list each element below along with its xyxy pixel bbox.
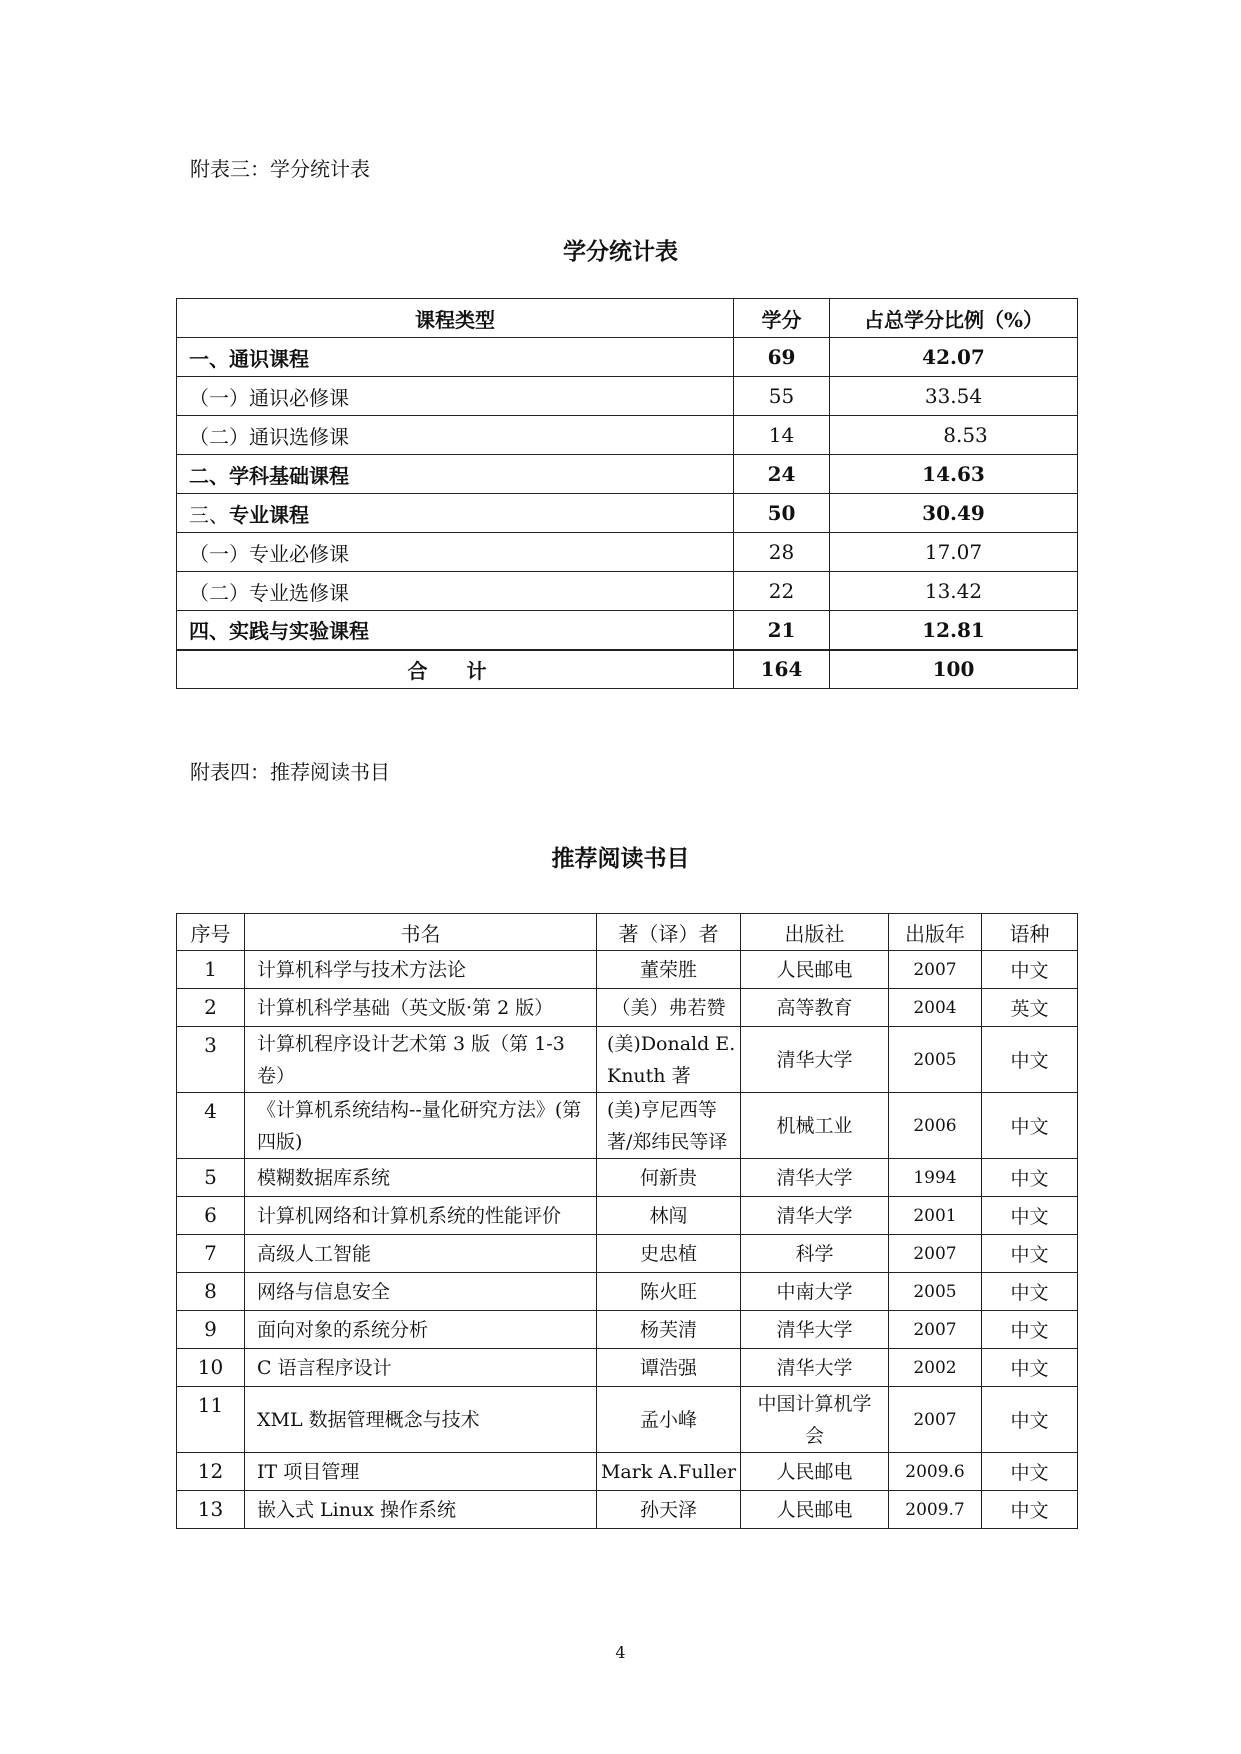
- credits: 50: [734, 494, 830, 533]
- book-year: 2002: [889, 1349, 982, 1387]
- book-no: 8: [177, 1273, 245, 1311]
- header-year: 出版年: [889, 914, 982, 951]
- book-publisher: 人民邮电: [741, 1491, 889, 1529]
- course-type: （二）专业选修课: [177, 572, 734, 611]
- table-header-row: [177, 914, 1078, 951]
- book-year: 2009.7: [889, 1491, 982, 1529]
- course-type: 四、实践与实验课程: [177, 611, 734, 650]
- book-language: 中文: [982, 1235, 1078, 1273]
- credits: 21: [734, 611, 830, 650]
- book-title: 模糊数据库系统: [245, 1159, 597, 1197]
- appendix-4-caption: 附表四：推荐阅读书目: [190, 760, 390, 784]
- header-ratio: 占总学分比例（%）: [830, 299, 1078, 338]
- book-author: 董荣胜: [597, 951, 741, 989]
- table-row: [177, 1093, 1078, 1159]
- book-language: 中文: [982, 1093, 1078, 1159]
- page-number: 4: [615, 1643, 626, 1662]
- book-title: 高级人工智能: [245, 1235, 597, 1273]
- book-no: 6: [177, 1197, 245, 1235]
- book-year: 1994: [889, 1159, 982, 1197]
- book-publisher: 人民邮电: [741, 1453, 889, 1491]
- table-row: [177, 377, 1078, 416]
- table-row: [177, 572, 1078, 611]
- book-author: 孙天泽: [597, 1491, 741, 1529]
- credits: 55: [734, 377, 830, 416]
- book-title: 计算机科学基础（英文版·第 2 版）: [245, 989, 597, 1027]
- book-publisher: 中南大学: [741, 1273, 889, 1311]
- total-label: 合 计: [177, 650, 734, 689]
- book-author: （美）弗若赞: [597, 989, 741, 1027]
- book-author: 林闯: [597, 1197, 741, 1235]
- book-title: [245, 1093, 597, 1159]
- book-no: 10: [177, 1349, 245, 1387]
- table-row: [177, 1453, 1078, 1491]
- course-type: （一）专业必修课: [177, 533, 734, 572]
- table-row: [177, 533, 1078, 572]
- book-no: 11: [177, 1387, 245, 1453]
- book-language: 中文: [982, 1197, 1078, 1235]
- table-row: [177, 338, 1078, 377]
- total-credits: 164: [734, 650, 830, 689]
- book-language: 英文: [982, 989, 1078, 1027]
- book-year: 2007: [889, 1311, 982, 1349]
- book-no: 3: [177, 1027, 245, 1093]
- ratio: 42.07: [830, 338, 1078, 377]
- table-row: [177, 1349, 1078, 1387]
- course-type-main: 专业课程: [229, 502, 309, 527]
- book-year: 2005: [889, 1027, 982, 1093]
- table-row: [177, 1159, 1078, 1197]
- book-no: 1: [177, 951, 245, 989]
- ratio: 14.63: [830, 455, 1078, 494]
- course-type: （二）通识选修课: [177, 416, 734, 455]
- book-language: 中文: [982, 951, 1078, 989]
- table-row: [177, 989, 1078, 1027]
- book-author: 陈火旺: [597, 1273, 741, 1311]
- book-author: [597, 1093, 741, 1159]
- credits: 69: [734, 338, 830, 377]
- table-row: [177, 951, 1078, 989]
- author-line: Knuth 著: [607, 1064, 691, 1087]
- book-year: 2005: [889, 1273, 982, 1311]
- book-author: [597, 1027, 741, 1093]
- book-language: 中文: [982, 1027, 1078, 1093]
- table-row: [177, 1197, 1078, 1235]
- ratio: 8.53: [830, 416, 1078, 455]
- book-author: 谭浩强: [597, 1349, 741, 1387]
- book-no: 2: [177, 989, 245, 1027]
- header-course-type: 课程类型: [177, 299, 734, 338]
- ratio: 13.42: [830, 572, 1078, 611]
- table-row: [177, 1235, 1078, 1273]
- book-publisher: 人民邮电: [741, 951, 889, 989]
- book-publisher: 科学: [741, 1235, 889, 1273]
- book-no: 7: [177, 1235, 245, 1273]
- book-title: 网络与信息安全: [245, 1273, 597, 1311]
- book-publisher: 清华大学: [741, 1349, 889, 1387]
- book-publisher: 清华大学: [741, 1311, 889, 1349]
- table-row: [177, 1027, 1078, 1093]
- table-row: [177, 1387, 1078, 1453]
- course-type: 二、学科基础课程: [177, 455, 734, 494]
- book-no: 4: [177, 1093, 245, 1159]
- ratio: 12.81: [830, 611, 1078, 650]
- book-author: 孟小峰: [597, 1387, 741, 1453]
- table-row: [177, 611, 1078, 650]
- book-publisher: 清华大学: [741, 1027, 889, 1093]
- book-title: 计算机科学与技术方法论: [245, 951, 597, 989]
- appendix-3-caption: 附表三：学分统计表: [190, 157, 370, 181]
- book-author: 杨芙清: [597, 1311, 741, 1349]
- header-publisher: 出版社: [741, 914, 889, 951]
- recommended-books-table: [176, 913, 1078, 1529]
- table-row: [177, 1273, 1078, 1311]
- book-year: 2001: [889, 1197, 982, 1235]
- book-title: 嵌入式 Linux 操作系统: [245, 1491, 597, 1529]
- table-header-row: [177, 299, 1078, 338]
- book-author: 史忠植: [597, 1235, 741, 1273]
- book-language: 中文: [982, 1159, 1078, 1197]
- header-author: 著（译）者: [597, 914, 741, 951]
- book-publisher: [741, 1387, 889, 1453]
- credits: 28: [734, 533, 830, 572]
- header-no: 序号: [177, 914, 245, 951]
- book-year: 2006: [889, 1093, 982, 1159]
- table-row: [177, 494, 1078, 533]
- book-publisher: 清华大学: [741, 1197, 889, 1235]
- title-line: 四版): [257, 1130, 303, 1153]
- header-title: 书名: [245, 914, 597, 951]
- ratio: 33.54: [830, 377, 1078, 416]
- book-year: 2009.6: [889, 1453, 982, 1491]
- author-line: 著/郑纬民等译: [607, 1130, 728, 1153]
- credits: 22: [734, 572, 830, 611]
- course-type-prefix: 三、: [189, 502, 229, 527]
- book-language: 中文: [982, 1349, 1078, 1387]
- book-title: IT 项目管理: [245, 1453, 597, 1491]
- book-title: XML 数据管理概念与技术: [245, 1387, 597, 1453]
- book-language: 中文: [982, 1387, 1078, 1453]
- total-ratio: 100: [830, 650, 1078, 689]
- book-publisher: 清华大学: [741, 1159, 889, 1197]
- book-publisher: 高等教育: [741, 989, 889, 1027]
- book-year: 2007: [889, 1235, 982, 1273]
- table-row: [177, 416, 1078, 455]
- book-year: 2004: [889, 989, 982, 1027]
- total-row: [177, 650, 1078, 689]
- books-table-title: 推荐阅读书目: [551, 845, 690, 872]
- book-publisher: 机械工业: [741, 1093, 889, 1159]
- credits: 14: [734, 416, 830, 455]
- course-type: [177, 494, 734, 533]
- ratio: 30.49: [830, 494, 1078, 533]
- credit-statistics-table: [176, 298, 1078, 689]
- book-no: 9: [177, 1311, 245, 1349]
- header-credits: 学分: [734, 299, 830, 338]
- table-row: [177, 455, 1078, 494]
- book-title: C 语言程序设计: [245, 1349, 597, 1387]
- book-no: 5: [177, 1159, 245, 1197]
- credits: 24: [734, 455, 830, 494]
- book-language: 中文: [982, 1311, 1078, 1349]
- book-title: 面向对象的系统分析: [245, 1311, 597, 1349]
- book-language: 中文: [982, 1273, 1078, 1311]
- course-type: （一）通识必修课: [177, 377, 734, 416]
- book-title: 计算机网络和计算机系统的性能评价: [245, 1197, 597, 1235]
- table-row: [177, 1491, 1078, 1529]
- publisher-line: 会: [804, 1424, 824, 1447]
- book-language: 中文: [982, 1453, 1078, 1491]
- book-author: 何新贵: [597, 1159, 741, 1197]
- book-title: 计算机程序设计艺术第 3 版（第 1-3 卷）: [245, 1027, 597, 1093]
- author-line: (美)亨尼西等: [607, 1098, 717, 1121]
- book-no: 13: [177, 1491, 245, 1529]
- book-author: Mark A.Fuller: [597, 1453, 741, 1491]
- author-line: (美)Donald E.: [607, 1032, 736, 1055]
- credit-table-title: 学分统计表: [563, 238, 678, 265]
- book-year: 2007: [889, 1387, 982, 1453]
- course-type: 一、通识课程: [177, 338, 734, 377]
- publisher-line: 中国计算机学: [757, 1392, 872, 1415]
- book-language: 中文: [982, 1491, 1078, 1529]
- header-language: 语种: [982, 914, 1078, 951]
- book-year: 2007: [889, 951, 982, 989]
- table-row: [177, 1311, 1078, 1349]
- book-no: 12: [177, 1453, 245, 1491]
- ratio: 17.07: [830, 533, 1078, 572]
- title-line: 《计算机系统结构--量化研究方法》(第: [257, 1098, 582, 1121]
